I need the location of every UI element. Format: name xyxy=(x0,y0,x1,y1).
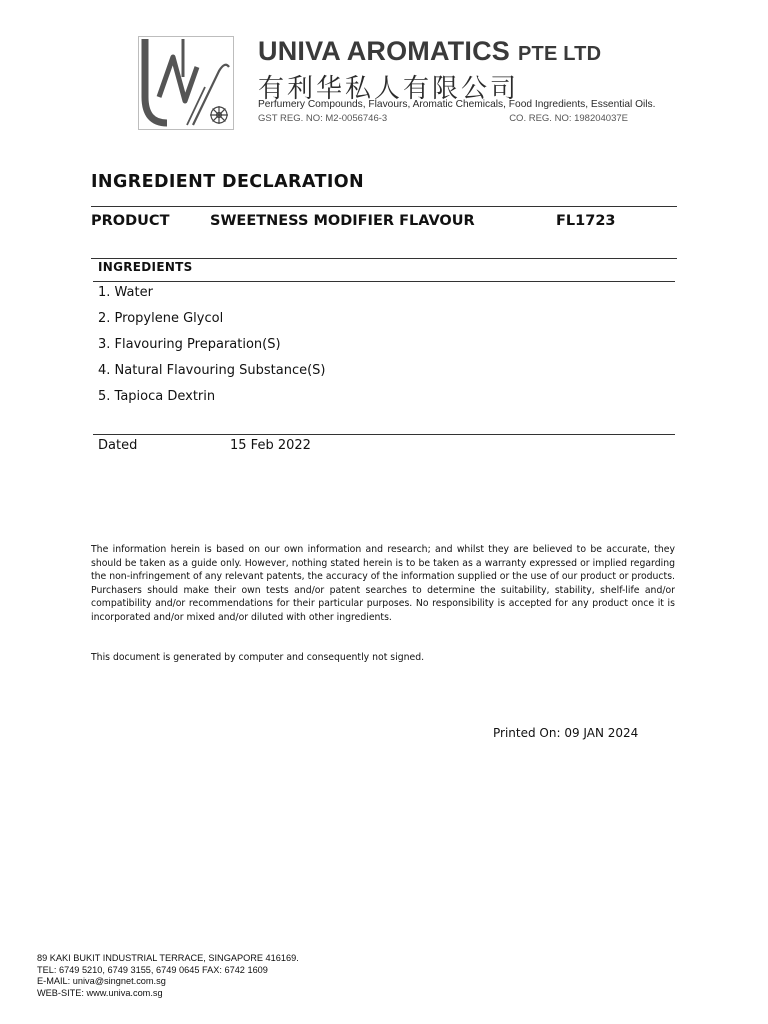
disclaimer-text: The information herein is based on our own information and research; and whilst they are believed to be accurate, they should be taken as a guide only. However, nothing stated herein is to be taken as a warranty expressed or implied regarding the non-infringement of any relevant patents, the accuracy of the information supplied or the use of our product or products. Purchasers should make their own tests and/or patent searches to determine the suitability, stability, shelf-life and/or compatibility and/or recommendations for their particular purposes. No responsibility is accepted for any product once it is incorporated and/or mixed and/or diluted with other ingredients. xyxy=(91,544,675,623)
dated-divider xyxy=(93,434,675,435)
univa-logo-icon xyxy=(138,36,234,130)
product-code: FL1723 xyxy=(556,213,616,229)
printed-on-date: Printed On: 09 JAN 2024 xyxy=(493,726,639,740)
dated-row xyxy=(98,438,498,456)
product-label: PRODUCT xyxy=(91,213,170,229)
company-name-text: UNIVA AROMATICS xyxy=(258,36,510,66)
ingredients-top-divider xyxy=(91,258,677,259)
gst-reg-number: GST REG. NO: M2-0056746-3 xyxy=(258,113,388,124)
ingredient-item: 1. Water xyxy=(98,285,153,300)
product-name: SWEETNESS MODIFIER FLAVOUR xyxy=(210,213,475,229)
ingredient-list xyxy=(98,285,326,415)
letterhead xyxy=(138,36,656,131)
ingredients-header: INGREDIENTS xyxy=(98,260,193,274)
footer-website: WEB-SITE: www.univa.com.sg xyxy=(37,987,163,998)
company-tagline: Perfumery Compounds, Flavours, Aromatic Chemicals, Food Ingredients, Essential Oils. xyxy=(258,99,656,110)
ingredient-item: 4. Natural Flavouring Substance(S) xyxy=(98,363,326,378)
title-divider xyxy=(91,206,677,207)
footer-address: 89 KAKI BUKIT INDUSTRIAL TERRACE, SINGAPORE 416169. xyxy=(37,953,299,963)
footer-email: E-MAIL: univa@singnet.com.sg xyxy=(37,976,166,986)
univa-logo-icon-graphic xyxy=(139,37,233,129)
company-reg-number: CO. REG. NO: 198204037E xyxy=(509,113,628,124)
registration-numbers xyxy=(258,113,628,124)
dated-label: Dated xyxy=(98,438,138,453)
dated-value: 15 Feb 2022 xyxy=(230,438,311,453)
disclaimer xyxy=(91,543,675,624)
ingredient-item: 5. Tapioca Dextrin xyxy=(98,389,216,404)
document-title: INGREDIENT DECLARATION xyxy=(91,172,365,192)
company-name-chinese: 有利华私人有限公司 xyxy=(258,74,520,104)
ingredient-item: 2. Propylene Glycol xyxy=(98,311,224,326)
company-name xyxy=(258,36,601,67)
ingredient-item: 3. Flavouring Preparation(S) xyxy=(98,337,281,352)
ingredients-header-divider xyxy=(93,281,675,282)
product-row xyxy=(91,213,677,233)
footer-contact xyxy=(37,953,299,999)
footer-phone: TEL: 6749 5210, 6749 3155, 6749 0645 FAX: 6742 1609 xyxy=(37,964,268,975)
not-signed-notice: This document is generated by computer and consequently not signed. xyxy=(91,652,425,663)
company-suffix: PTE LTD xyxy=(518,43,602,65)
